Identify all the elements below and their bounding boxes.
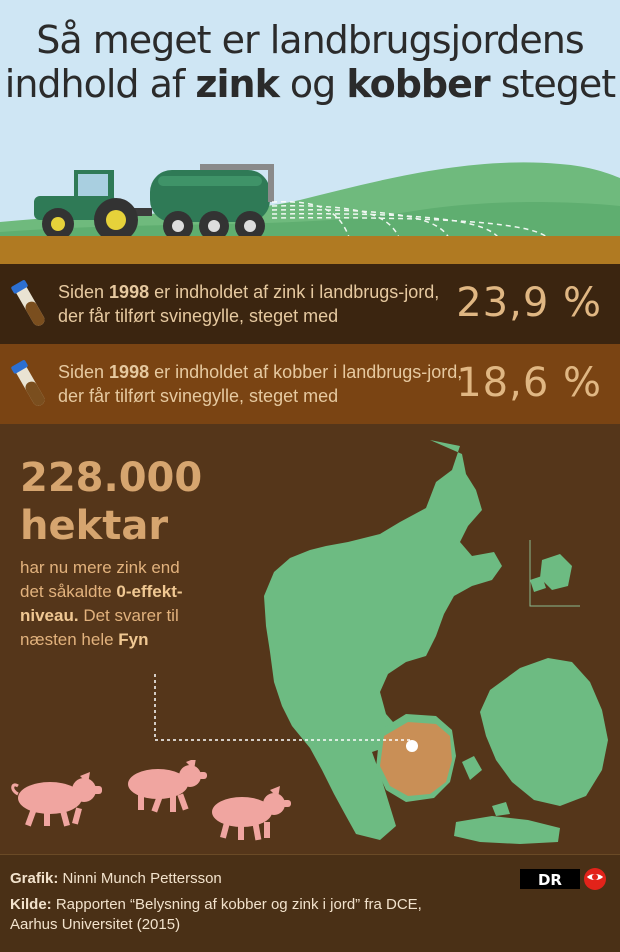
page-title [0,18,620,106]
footer [0,854,620,952]
pigs-illustration [0,760,300,854]
test-tube-icon [10,358,50,412]
stat-copper [0,344,620,424]
hectare-number: 228.000 [20,455,203,501]
title-line-1: Så meget er landbrugsjordens [36,18,584,62]
pig-icon [212,786,291,840]
leader-line [150,674,420,754]
test-tube-icon [10,278,50,332]
hectare-description: har nu mere zink end det såkaldte 0-effekt-niveau. Det svarer til næsten hele Fyn [20,558,183,649]
hectare-unit: hektar [20,503,169,549]
title-line-2: indhold af zink og kobber steget [4,62,616,106]
soil-band [0,236,620,264]
map-section [0,424,620,854]
credit-graphics: Grafik: Ninni Munch Pettersson [10,870,222,887]
svg-text:DR: DR [537,871,563,889]
dr-logo-icon [520,867,608,891]
stat-copper-value: 18,6 % [456,360,602,406]
stat-zinc-text: Siden 1998 er indholdet af zink i landbrugs-jord, der får tilført svinegylle, steget med [58,282,440,326]
credit-source: Kilde: Rapporten “Belysning af kobber og zink i jord” fra DCE, Aarhus Universitet (2015) [10,896,422,933]
pig-icon [128,760,207,813]
hectare-figure [20,454,202,550]
pig-icon [13,772,102,827]
stat-copper-text: Siden 1998 er indholdet af kobber i landbrugs-jord, der får tilført svinegylle, steget med [58,362,463,406]
stat-zinc-value: 23,9 % [456,280,602,326]
stat-zinc [0,264,620,344]
